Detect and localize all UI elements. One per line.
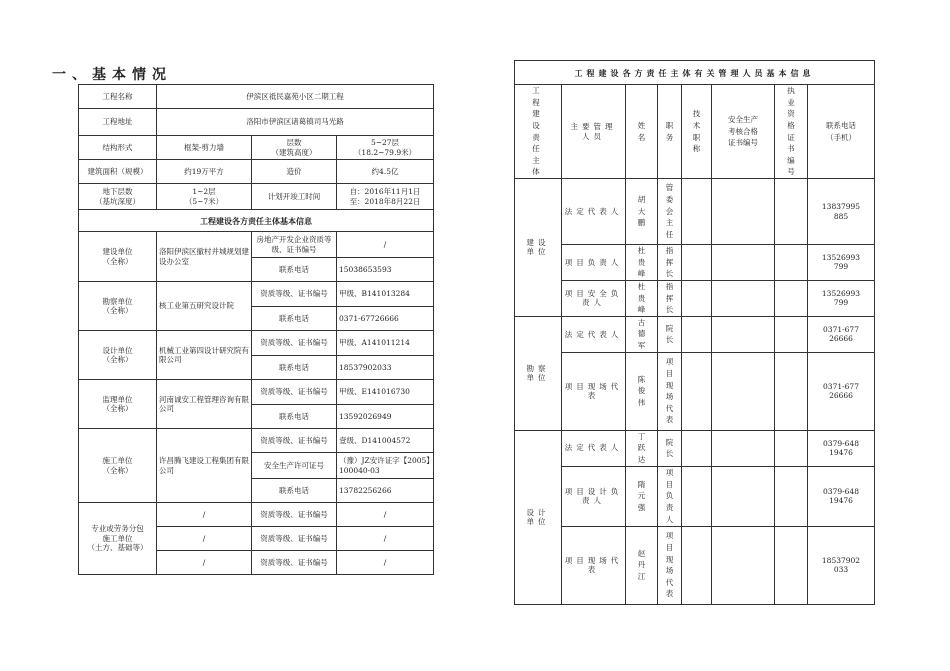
row-duty: 院长 (658, 430, 682, 466)
construction-qual-label: 资质等级、证书编号 (252, 429, 337, 453)
row-phone: 13837995885 (808, 179, 875, 245)
row-name: 古德军 (626, 316, 658, 352)
construction-safety: （豫）JZ安许证字【2005】100040-03 (337, 453, 434, 479)
subcontract-label: 专业或劳务分包 施工单位 （土方、基础等） (79, 503, 157, 575)
group-unit-builder: 建设单位 (515, 179, 562, 317)
row-phone: 13526993799 (808, 280, 875, 316)
structure-label: 结构形式 (79, 136, 157, 160)
survey-qual: 甲级、B141013284 (337, 282, 434, 307)
supervision-label: 监理单位 （全称） (79, 380, 157, 429)
subcontract-qual-3: / (337, 551, 434, 575)
row-title (682, 430, 712, 466)
address-label: 工程地址 (79, 109, 157, 136)
row-safety-cert (712, 352, 775, 430)
underground-label: 地下层数 （基坑深度） (79, 184, 157, 210)
row-title (682, 466, 712, 526)
subcontract-name-1: / (157, 503, 252, 527)
header-role: 主要管理人员 (562, 85, 626, 179)
row-title (682, 316, 712, 352)
floors: 5~27层 （18.2~79.9米） (337, 136, 434, 160)
personnel-table-title: 工程建设各方责任主体有关管理人员基本信息 (515, 61, 875, 85)
schedule: 自：2016年11月1日 至：2018年8月22日 (337, 184, 434, 210)
row-safety-cert (712, 466, 775, 526)
row-license (775, 466, 808, 526)
builder-qual: / (337, 232, 434, 258)
row-role: 项目负责人 (562, 245, 626, 281)
row-phone: 0379-64819476 (808, 466, 875, 526)
row-phone: 0371-67726666 (808, 352, 875, 430)
supervision-name: 河南诚安工程管理咨询有限公司 (157, 380, 252, 429)
row-title (682, 280, 712, 316)
row-role: 项目设计负责人 (562, 466, 626, 526)
row-license (775, 352, 808, 430)
header-safety-cert: 安全生产考核合格证书编号 (712, 85, 775, 179)
design-label: 设计单位 （全称） (79, 331, 157, 380)
supervision-phone: 13592026949 (337, 405, 434, 429)
builder-qual-label: 房地产开发企业资质等级、证书编号 (252, 232, 337, 258)
header-title: 技术职称 (682, 85, 712, 179)
area-label: 建筑面积（规模） (79, 160, 157, 184)
row-safety-cert (712, 245, 775, 281)
row-duty: 项目负责人 (658, 466, 682, 526)
row-role: 法定代表人 (562, 316, 626, 352)
construction-safety-label: 安全生产许可证号 (252, 453, 337, 479)
project-name: 伊滨区祗民嘉苑小区二期工程 (157, 85, 434, 109)
construction-name: 许昌腾飞建设工程集团有限公司 (157, 429, 252, 503)
row-safety-cert (712, 430, 775, 466)
supervision-phone-label: 联系电话 (252, 405, 337, 429)
row-name: 胡大鹏 (626, 179, 658, 245)
builder-phone: 15038653593 (337, 258, 434, 282)
header-duty: 职务 (658, 85, 682, 179)
design-name: 机械工业第四设计研究院有限公司 (157, 331, 252, 380)
schedule-label: 计划开竣工时间 (252, 184, 337, 210)
row-role: 项目现场代表 (562, 526, 626, 604)
row-duty: 指挥长 (658, 280, 682, 316)
address: 洛阳市伊滨区诸葛镇司马光路 (157, 109, 434, 136)
row-role: 项目安全负责人 (562, 280, 626, 316)
row-duty: 管委会主任 (658, 179, 682, 245)
row-role: 法定代表人 (562, 179, 626, 245)
design-phone-label: 联系电话 (252, 356, 337, 380)
row-license (775, 316, 808, 352)
row-license (775, 430, 808, 466)
subcontract-name-3: / (157, 551, 252, 575)
header-license: 执业资格证书编号 (775, 85, 808, 179)
row-title (682, 526, 712, 604)
row-safety-cert (712, 316, 775, 352)
row-safety-cert (712, 526, 775, 604)
group-unit-survey: 勘察单位 (515, 316, 562, 430)
row-name: 陈俊伟 (626, 352, 658, 430)
design-phone: 18537902033 (337, 356, 434, 380)
row-title (682, 179, 712, 245)
row-license (775, 179, 808, 245)
construction-label: 施工单位 （全称） (79, 429, 157, 503)
floors-label: 层数 （建筑高度） (252, 136, 337, 160)
row-title (682, 352, 712, 430)
group-unit-design: 设计单位 (515, 430, 562, 604)
row-duty: 项目现场代表 (658, 526, 682, 604)
row-phone: 0371-67726666 (808, 316, 875, 352)
row-phone: 18537902033 (808, 526, 875, 604)
subcontract-qual-label-3: 资质等级、证书编号 (252, 551, 337, 575)
row-name: 丁跃达 (626, 430, 658, 466)
cost-label: 造价 (252, 160, 337, 184)
row-license (775, 245, 808, 281)
construction-phone: 13782256266 (337, 479, 434, 503)
row-role: 项目现场代表 (562, 352, 626, 430)
header-name: 姓名 (626, 85, 658, 179)
design-qual: 甲级、A141011214 (337, 331, 434, 356)
subcontract-qual-2: / (337, 527, 434, 551)
row-title (682, 245, 712, 281)
row-name: 杜贵峰 (626, 280, 658, 316)
row-name: 赵丹江 (626, 526, 658, 604)
basic-info-table (78, 84, 434, 575)
header-unit: 工程建设责任主体 (515, 85, 562, 179)
row-phone: 13526993799 (808, 245, 875, 281)
row-duty: 项目现场代表 (658, 352, 682, 430)
subcontract-qual-label-1: 资质等级、证书编号 (252, 503, 337, 527)
personnel-info-table (514, 60, 875, 605)
supervision-qual: 甲级、E141016730 (337, 380, 434, 405)
row-phone: 0379-64819476 (808, 430, 875, 466)
survey-label: 勘察单位 （全称） (79, 282, 157, 331)
survey-phone-label: 联系电话 (252, 307, 337, 331)
subcontract-qual-label-2: 资质等级、证书编号 (252, 527, 337, 551)
row-duty: 院长 (658, 316, 682, 352)
builder-label: 建设单位 （全称） (79, 232, 157, 282)
subcontract-name-2: / (157, 527, 252, 551)
construction-phone-label: 联系电话 (252, 479, 337, 503)
page-heading: 一、基本情况 (52, 67, 172, 83)
project-name-label: 工程名称 (79, 85, 157, 109)
cost: 约4.5亿 (337, 160, 434, 184)
row-safety-cert (712, 179, 775, 245)
builder-name: 洛阳伊滨区撤村并城规划建设办公室 (157, 232, 252, 282)
header-phone: 联系电话（手机） (808, 85, 875, 179)
design-qual-label: 资质等级、证书编号 (252, 331, 337, 356)
row-license (775, 526, 808, 604)
row-duty: 指挥长 (658, 245, 682, 281)
survey-name: 核工业第五研究设计院 (157, 282, 252, 331)
underground: 1~2层 （5~7米） (157, 184, 252, 210)
section-title: 工程建设各方责任主体基本信息 (79, 210, 434, 232)
row-role: 法定代表人 (562, 430, 626, 466)
row-name: 杜贵峰 (626, 245, 658, 281)
row-name: 隋元强 (626, 466, 658, 526)
area: 约19万平方 (157, 160, 252, 184)
construction-qual: 壹级、D141004572 (337, 429, 434, 453)
structure: 框架-剪力墙 (157, 136, 252, 160)
builder-phone-label: 联系电话 (252, 258, 337, 282)
row-safety-cert (712, 280, 775, 316)
supervision-qual-label: 资质等级、证书编号 (252, 380, 337, 405)
row-license (775, 280, 808, 316)
survey-phone: 0371-67726666 (337, 307, 434, 331)
survey-qual-label: 资质等级、证书编号 (252, 282, 337, 307)
subcontract-qual-1: / (337, 503, 434, 527)
